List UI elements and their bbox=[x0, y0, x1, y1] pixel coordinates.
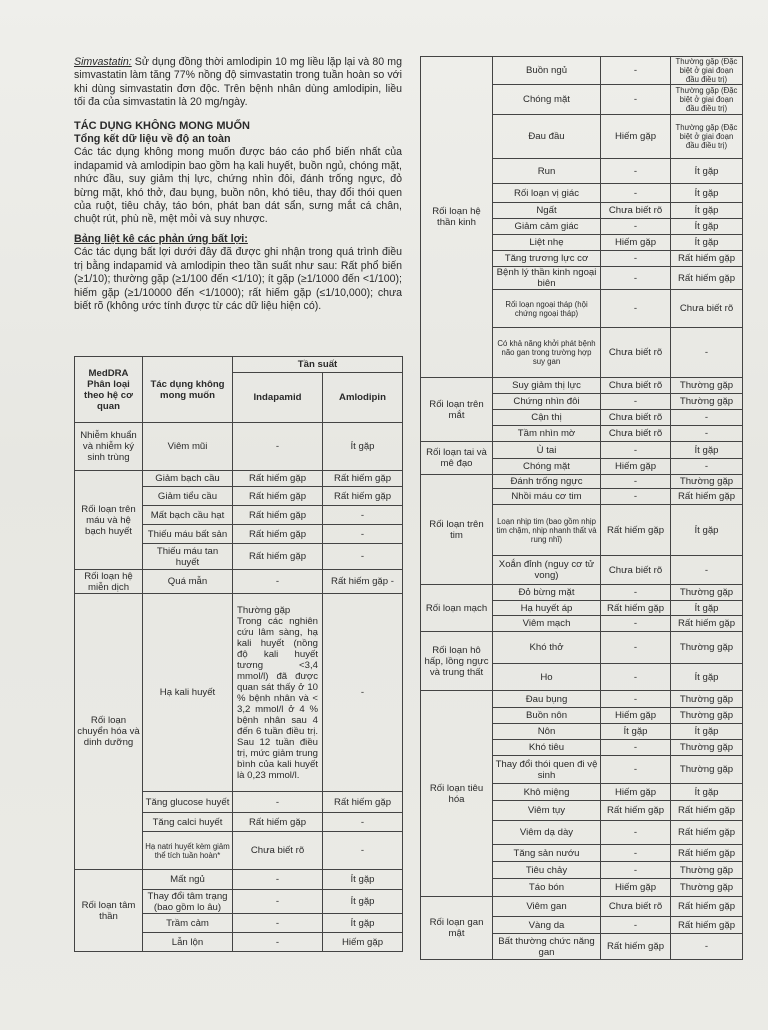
indapamid-frequency-cell: - bbox=[601, 442, 671, 459]
organ-class-cell: Rối loạn chuyển hóa và dinh dưỡng bbox=[75, 594, 143, 870]
amlodipin-frequency-cell: Ít gặp bbox=[323, 423, 403, 471]
adverse-effect-cell: Thay đổi thói quen đi vệ sinh bbox=[493, 756, 601, 784]
indapamid-frequency-cell: Chưa biết rõ bbox=[601, 897, 671, 917]
amlodipin-frequency-cell: Ít gặp bbox=[323, 890, 403, 914]
amlodipin-frequency-cell: Rất hiếm gặp bbox=[323, 471, 403, 487]
adverse-effects-table-left bbox=[74, 356, 403, 952]
adverse-effect-cell: Khó thở bbox=[493, 632, 601, 664]
adverse-effect-cell: Viêm mạch bbox=[493, 616, 601, 632]
amlodipin-frequency-cell: Ít gặp bbox=[671, 159, 743, 184]
amlodipin-frequency-cell: Rất hiếm gặp bbox=[671, 251, 743, 267]
adverse-effect-cell: Thay đổi tâm trạng (bao gồm lo âu) bbox=[143, 890, 233, 914]
indapamid-frequency-cell: Chưa biết rõ bbox=[601, 556, 671, 585]
amlodipin-frequency-cell: Ít gặp bbox=[671, 724, 743, 740]
indapamid-frequency-cell: Chưa biết rõ bbox=[601, 328, 671, 378]
amlodipin-frequency-cell: Ít gặp bbox=[323, 914, 403, 933]
indapamid-frequency-cell: Thường gặp Trong các nghiên cứu lâm sàng, hạ kali huyết (nồng độ kali huyết tương <3,4 mmol/l) đã được quan sát thấy ở 10 % bệnh nhân và < 3,2 mmol/l ở 4 % bệnh nhân sau 4 đến 6 tuần điều trị. Sau 12 tuần điều trị, mức giảm trung bình của kali huyết là 0,23 mmol/l. bbox=[233, 594, 323, 792]
amlodipin-frequency-cell: Thường gặp (Đặc biệt ở giai đoạn đầu điều trị) bbox=[671, 85, 743, 115]
adverse-effect-cell: Nhồi máu cơ tim bbox=[493, 489, 601, 505]
amlodipin-frequency-cell: Ít gặp bbox=[671, 664, 743, 691]
header-amlodipin: Amlodipin bbox=[323, 373, 403, 423]
amlodipin-frequency-cell: Thường gặp bbox=[671, 475, 743, 489]
indapamid-frequency-cell: - bbox=[601, 184, 671, 203]
adverse-effect-cell: Giảm bạch cầu bbox=[143, 471, 233, 487]
adverse-effect-cell: Quá mẫn bbox=[143, 570, 233, 594]
indapamid-frequency-cell: Chưa biết rõ bbox=[601, 426, 671, 442]
amlodipin-frequency-cell: - bbox=[671, 556, 743, 585]
indapamid-frequency-cell: - bbox=[601, 740, 671, 756]
simvastatin-paragraph bbox=[74, 56, 402, 110]
adverse-effect-cell: Chóng mặt bbox=[493, 459, 601, 475]
amlodipin-frequency-cell: Ít gặp bbox=[671, 203, 743, 219]
table-row bbox=[75, 471, 403, 487]
amlodipin-frequency-cell: - bbox=[323, 506, 403, 525]
amlodipin-frequency-cell: - bbox=[323, 813, 403, 832]
indapamid-frequency-cell: Hiếm gặp bbox=[601, 879, 671, 897]
adverse-effects-table-right bbox=[420, 56, 743, 960]
summary-title: Tổng kết dữ liệu về độ an toàn bbox=[74, 133, 231, 146]
amlodipin-frequency-cell: Thường gặp bbox=[671, 632, 743, 664]
organ-class-cell: Rối loạn trên mắt bbox=[421, 378, 493, 442]
amlodipin-frequency-cell: Rất hiếm gặp bbox=[671, 267, 743, 290]
indapamid-frequency-cell: - bbox=[233, 423, 323, 471]
indapamid-frequency-cell: - bbox=[601, 267, 671, 290]
indapamid-frequency-cell: - bbox=[601, 219, 671, 235]
table-row bbox=[75, 594, 403, 792]
table-row bbox=[421, 632, 743, 664]
organ-class-cell: Rối loạn hệ thần kinh bbox=[421, 57, 493, 378]
list-paragraph: Các tác dụng bất lợi dưới đây đã được ghi nhận trong quá trình điều trị bằng indapamid và amlodipin theo tần suất như sau: Rất phổ biến (≥1/10); thường gặp (≥1/100 đến <1/10); ít gặp (≥1/1000 đến <1/100); hiếm gặp (≥1/10000 đến <1/1000); rất hiếm gặp (≤1/10,000); chưa biết rõ (không ước tính được từ các dữ liệu hiện có). bbox=[74, 246, 402, 312]
organ-class-cell: Rối loạn trên máu và hệ bạch huyết bbox=[75, 471, 143, 570]
adverse-effect-cell: Mất ngủ bbox=[143, 870, 233, 890]
amlodipin-frequency-cell: Ít gặp bbox=[671, 784, 743, 801]
indapamid-frequency-cell: Hiếm gặp bbox=[601, 235, 671, 251]
amlodipin-frequency-cell: Rất hiếm gặp bbox=[671, 917, 743, 934]
amlodipin-frequency-cell: Thường gặp bbox=[671, 756, 743, 784]
adverse-effect-cell: Đau đầu bbox=[493, 115, 601, 159]
adverse-effect-cell: Tăng trương lực cơ bbox=[493, 251, 601, 267]
amlodipin-frequency-cell: Thường gặp bbox=[671, 378, 743, 394]
adverse-effect-cell: Viêm dạ dày bbox=[493, 821, 601, 845]
amlodipin-frequency-cell: Rất hiếm gặp bbox=[671, 897, 743, 917]
indapamid-frequency-cell: Chưa biết rõ bbox=[601, 203, 671, 219]
indapamid-frequency-cell: Ít gặp bbox=[601, 724, 671, 740]
amlodipin-frequency-cell: Ít gặp bbox=[671, 505, 743, 556]
adverse-effect-cell: Mất bạch cầu hạt bbox=[143, 506, 233, 525]
adverse-effect-cell: Cận thị bbox=[493, 410, 601, 426]
amlodipin-frequency-cell: Chưa biết rõ bbox=[671, 290, 743, 328]
table-row bbox=[75, 870, 403, 890]
adverse-effect-cell: Chứng nhìn đôi bbox=[493, 394, 601, 410]
amlodipin-frequency-cell: - bbox=[323, 594, 403, 792]
indapamid-frequency-cell: - bbox=[601, 845, 671, 862]
header-frequency: Tần suất bbox=[233, 357, 403, 373]
organ-class-cell: Rối loạn tâm thần bbox=[75, 870, 143, 952]
indapamid-frequency-cell: Hiếm gặp bbox=[601, 708, 671, 724]
amlodipin-frequency-cell: Ít gặp bbox=[323, 870, 403, 890]
indapamid-frequency-cell: - bbox=[601, 917, 671, 934]
adverse-effect-cell: Nôn bbox=[493, 724, 601, 740]
organ-class-cell: Rối loạn gan mật bbox=[421, 897, 493, 960]
organ-class-cell: Rối loạn tai và mê đạo bbox=[421, 442, 493, 475]
adverse-effect-cell: Đánh trống ngực bbox=[493, 475, 601, 489]
adverse-effect-cell: Buồn nôn bbox=[493, 708, 601, 724]
adverse-effect-cell: Khô miệng bbox=[493, 784, 601, 801]
adverse-effect-cell: Run bbox=[493, 159, 601, 184]
amlodipin-frequency-cell: Rất hiếm gặp bbox=[323, 792, 403, 813]
header-effect: Tác dụng không mong muốn bbox=[143, 357, 233, 423]
adverse-effect-cell: Xoắn đỉnh (nguy cơ tử vong) bbox=[493, 556, 601, 585]
adverse-effect-cell: Hạ huyết áp bbox=[493, 601, 601, 616]
adverse-effect-cell: Giảm cảm giác bbox=[493, 219, 601, 235]
indapamid-frequency-cell: Rất hiếm gặp bbox=[601, 601, 671, 616]
amlodipin-frequency-cell: Thường gặp (Đặc biệt ở giai đoạn đầu điều trị) bbox=[671, 115, 743, 159]
adverse-effect-cell: Chóng mặt bbox=[493, 85, 601, 115]
indapamid-frequency-cell: Hiếm gặp bbox=[601, 115, 671, 159]
indapamid-frequency-cell: - bbox=[601, 585, 671, 601]
adverse-effect-cell: Hạ natri huyết kèm giảm thể tích tuần hoàn* bbox=[143, 832, 233, 870]
indapamid-frequency-cell: - bbox=[601, 616, 671, 632]
indapamid-frequency-cell: - bbox=[601, 664, 671, 691]
indapamid-frequency-cell: Rất hiếm gặp bbox=[233, 813, 323, 832]
amlodipin-frequency-cell: - bbox=[671, 426, 743, 442]
table-row bbox=[421, 57, 743, 85]
indapamid-frequency-cell: - bbox=[601, 691, 671, 708]
summary-paragraph: Các tác dụng không mong muốn được báo cáo phổ biến nhất của indapamid và amlodipin bao gồm hạ kali huyết, buồn ngủ, chóng mặt, nhức đầu, suy giảm thị lực, chứng nhìn đôi, đánh trống ngực, đỏ bừng mặt, khó thở, đau bụng, buồn nôn, khó tiêu, thay đổi thói quen của ruột, tiêu chảy, táo bón, phát ban dát sẩn, sưng mắt cá chân, chuột rút, phù nề, mệt mỏi và suy nhược. bbox=[74, 146, 402, 226]
adverse-effect-cell: Vàng da bbox=[493, 917, 601, 934]
adverse-effect-cell: Bất thường chức năng gan bbox=[493, 934, 601, 960]
adverse-effect-cell: Hạ kali huyết bbox=[143, 594, 233, 792]
indapamid-frequency-cell: - bbox=[233, 792, 323, 813]
indapamid-frequency-cell: Rất hiếm gặp bbox=[233, 525, 323, 544]
indapamid-frequency-cell: Hiếm gặp bbox=[601, 784, 671, 801]
adverse-effect-cell: Khó tiêu bbox=[493, 740, 601, 756]
amlodipin-frequency-cell: Ít gặp bbox=[671, 601, 743, 616]
amlodipin-frequency-cell: - bbox=[671, 459, 743, 475]
adverse-effect-cell: Ù tai bbox=[493, 442, 601, 459]
indapamid-frequency-cell: - bbox=[601, 821, 671, 845]
indapamid-frequency-cell: - bbox=[601, 862, 671, 879]
amlodipin-frequency-cell: Rất hiếm gặp bbox=[671, 845, 743, 862]
indapamid-frequency-cell: Chưa biết rõ bbox=[233, 832, 323, 870]
table-row bbox=[421, 378, 743, 394]
adverse-effect-cell: Tăng sản nướu bbox=[493, 845, 601, 862]
adverse-effect-cell: Ngất bbox=[493, 203, 601, 219]
amlodipin-frequency-cell: Thường gặp (Đặc biệt ở giai đoạn đầu điều trị) bbox=[671, 57, 743, 85]
table-left-body bbox=[75, 423, 403, 952]
indapamid-frequency-cell: Rất hiếm gặp bbox=[601, 934, 671, 960]
amlodipin-frequency-cell: Rất hiếm gặp bbox=[671, 801, 743, 821]
table-row bbox=[421, 475, 743, 489]
amlodipin-frequency-cell: Thường gặp bbox=[671, 879, 743, 897]
adverse-effect-cell: Tiêu chảy bbox=[493, 862, 601, 879]
indapamid-frequency-cell: Hiếm gặp bbox=[601, 459, 671, 475]
amlodipin-frequency-cell: Thường gặp bbox=[671, 394, 743, 410]
indapamid-frequency-cell: - bbox=[601, 290, 671, 328]
adverse-effect-cell: Suy giảm thị lực bbox=[493, 378, 601, 394]
indapamid-frequency-cell: Rất hiếm gặp bbox=[233, 487, 323, 506]
indapamid-frequency-cell: - bbox=[233, 870, 323, 890]
indapamid-frequency-cell: Rất hiếm gặp bbox=[233, 471, 323, 487]
organ-class-cell: Rối loạn hệ miễn dịch bbox=[75, 570, 143, 594]
adverse-effect-cell: Lẫn lộn bbox=[143, 933, 233, 952]
indapamid-frequency-cell: - bbox=[601, 159, 671, 184]
amlodipin-frequency-cell: Thường gặp bbox=[671, 740, 743, 756]
organ-class-cell: Rối loạn trên tim bbox=[421, 475, 493, 585]
table-right-body bbox=[421, 57, 743, 960]
adverse-effect-cell: Tăng glucose huyết bbox=[143, 792, 233, 813]
adverse-effect-cell: Ho bbox=[493, 664, 601, 691]
amlodipin-frequency-cell: Ít gặp bbox=[671, 184, 743, 203]
amlodipin-frequency-cell: Rất hiếm gặp bbox=[671, 489, 743, 505]
table-row bbox=[421, 691, 743, 708]
table-row bbox=[421, 442, 743, 459]
adverse-effect-cell: Thiếu máu tan huyết bbox=[143, 544, 233, 570]
amlodipin-frequency-cell: Thường gặp bbox=[671, 862, 743, 879]
amlodipin-frequency-cell: - bbox=[323, 544, 403, 570]
adverse-effect-cell: Viêm tụy bbox=[493, 801, 601, 821]
indapamid-frequency-cell: Rất hiếm gặp bbox=[233, 506, 323, 525]
indapamid-frequency-cell: - bbox=[601, 489, 671, 505]
adverse-effect-cell: Đau bụng bbox=[493, 691, 601, 708]
indapamid-frequency-cell: Rất hiếm gặp bbox=[601, 505, 671, 556]
simvastatin-label: Simvastatin: bbox=[74, 56, 132, 68]
organ-class-cell: Rối loạn mạch bbox=[421, 585, 493, 632]
table-row bbox=[421, 897, 743, 917]
indapamid-frequency-cell: - bbox=[233, 933, 323, 952]
indapamid-frequency-cell: - bbox=[601, 251, 671, 267]
header-organ: MedDRA Phân loại theo hệ cơ quan bbox=[75, 357, 143, 423]
indapamid-frequency-cell: - bbox=[601, 57, 671, 85]
adverse-effect-cell: Bệnh lý thần kinh ngoại biên bbox=[493, 267, 601, 290]
list-title: Bảng liệt kê các phản ứng bất lợi: bbox=[74, 232, 248, 245]
indapamid-frequency-cell: - bbox=[233, 914, 323, 933]
indapamid-frequency-cell: - bbox=[233, 570, 323, 594]
indapamid-frequency-cell: - bbox=[233, 890, 323, 914]
adverse-effect-cell: Tăng calci huyết bbox=[143, 813, 233, 832]
indapamid-frequency-cell: - bbox=[601, 475, 671, 489]
adverse-effect-cell: Loạn nhịp tim (bao gồm nhịp tim chậm, nhịp nhanh thất và rung nhĩ) bbox=[493, 505, 601, 556]
adverse-effect-cell: Rối loạn ngoại tháp (hội chứng ngoại tháp) bbox=[493, 290, 601, 328]
amlodipin-frequency-cell: Rất hiếm gặp bbox=[671, 821, 743, 845]
adverse-effect-cell: Buồn ngủ bbox=[493, 57, 601, 85]
adverse-effect-cell: Thiếu máu bất sản bbox=[143, 525, 233, 544]
adverse-effect-cell: Viêm gan bbox=[493, 897, 601, 917]
adverse-effect-cell: Có khả năng khởi phát bệnh não gan trong trường hợp suy gan bbox=[493, 328, 601, 378]
amlodipin-frequency-cell: - bbox=[323, 525, 403, 544]
table-row bbox=[421, 585, 743, 601]
amlodipin-frequency-cell: - bbox=[671, 328, 743, 378]
indapamid-frequency-cell: - bbox=[601, 394, 671, 410]
adverse-effect-cell: Đỏ bừng mặt bbox=[493, 585, 601, 601]
amlodipin-frequency-cell: - bbox=[323, 832, 403, 870]
header-indapamid: Indapamid bbox=[233, 373, 323, 423]
organ-class-cell: Rối loạn tiêu hóa bbox=[421, 691, 493, 897]
amlodipin-frequency-cell: Rất hiếm gặp bbox=[671, 616, 743, 632]
section-title: TÁC DỤNG KHÔNG MONG MUỐN bbox=[74, 119, 250, 132]
indapamid-frequency-cell: - bbox=[601, 85, 671, 115]
amlodipin-frequency-cell: Thường gặp bbox=[671, 691, 743, 708]
adverse-effect-cell: Viêm mũi bbox=[143, 423, 233, 471]
amlodipin-frequency-cell: Thường gặp bbox=[671, 585, 743, 601]
indapamid-frequency-cell: - bbox=[601, 756, 671, 784]
indapamid-frequency-cell: Chưa biết rõ bbox=[601, 410, 671, 426]
adverse-effect-cell: Rối loạn vị giác bbox=[493, 184, 601, 203]
amlodipin-frequency-cell: Rất hiếm gặp bbox=[323, 487, 403, 506]
amlodipin-frequency-cell: Hiếm gặp bbox=[323, 933, 403, 952]
organ-class-cell: Nhiễm khuẩn và nhiễm ký sinh trùng bbox=[75, 423, 143, 471]
adverse-effect-cell: Tầm nhìn mờ bbox=[493, 426, 601, 442]
table-row bbox=[75, 423, 403, 471]
amlodipin-frequency-cell: - bbox=[671, 410, 743, 426]
indapamid-frequency-cell: Chưa biết rõ bbox=[601, 378, 671, 394]
indapamid-frequency-cell: Rất hiếm gặp bbox=[233, 544, 323, 570]
table-row bbox=[75, 570, 403, 594]
amlodipin-frequency-cell: Thường gặp bbox=[671, 708, 743, 724]
amlodipin-frequency-cell: Ít gặp bbox=[671, 442, 743, 459]
indapamid-frequency-cell: - bbox=[601, 632, 671, 664]
adverse-effect-cell: Giảm tiểu cầu bbox=[143, 487, 233, 506]
adverse-effect-cell: Trầm cảm bbox=[143, 914, 233, 933]
amlodipin-frequency-cell: Rất hiếm gặp - bbox=[323, 570, 403, 594]
indapamid-frequency-cell: Rất hiếm gặp bbox=[601, 801, 671, 821]
amlodipin-frequency-cell: - bbox=[671, 934, 743, 960]
amlodipin-frequency-cell: Ít gặp bbox=[671, 235, 743, 251]
simvastatin-text: Sử dụng đồng thời amlodipin 10 mg liều lặp lại và 80 mg simvastatin làm tăng 77% nồng độ simvastatin trong tuần hoàn so với khi dùng simvastatin đơn độc. Trên bệnh nhân dùng amlodipin, liều tối đa của simvastatin là 20 mg/ngày. bbox=[74, 56, 402, 109]
organ-class-cell: Rối loạn hô hấp, lồng ngực và trung thất bbox=[421, 632, 493, 691]
adverse-effect-cell: Liệt nhẹ bbox=[493, 235, 601, 251]
left-column bbox=[74, 56, 402, 319]
amlodipin-frequency-cell: Ít gặp bbox=[671, 219, 743, 235]
adverse-effect-cell: Táo bón bbox=[493, 879, 601, 897]
